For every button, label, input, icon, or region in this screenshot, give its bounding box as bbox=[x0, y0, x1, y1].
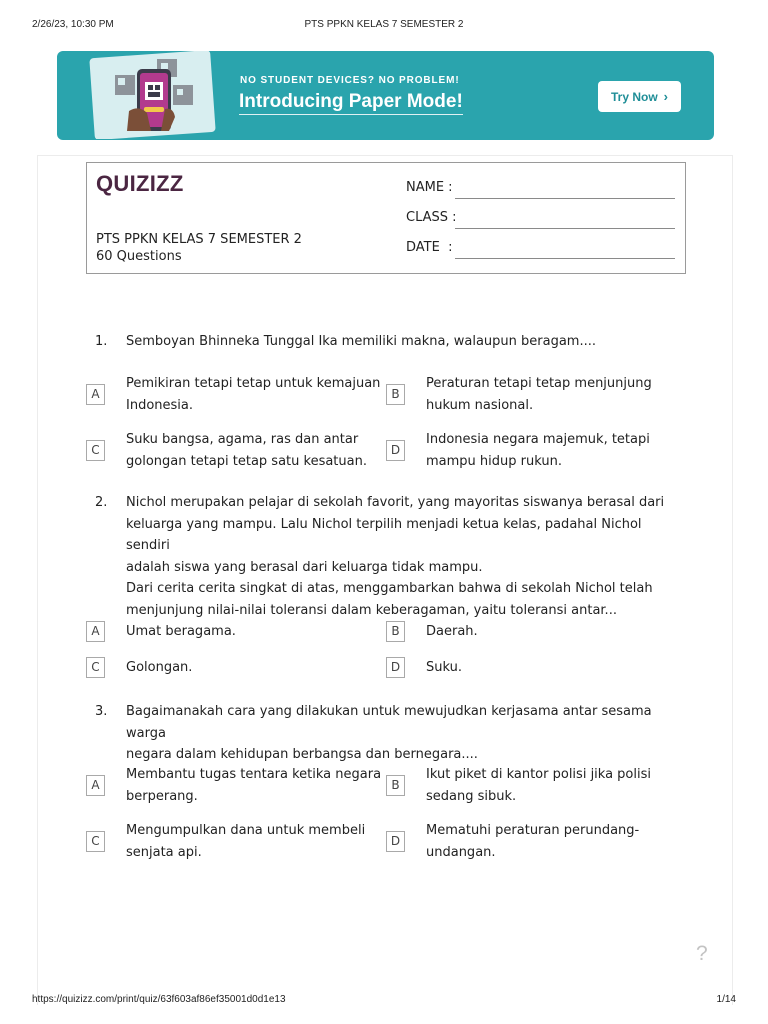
date-field-label: DATE : bbox=[406, 240, 453, 255]
option-text bbox=[126, 657, 384, 679]
question-count: 60 Questions bbox=[96, 249, 182, 264]
quiz-info-box bbox=[86, 162, 686, 274]
option-letter-box: B bbox=[386, 621, 405, 642]
try-now-button[interactable] bbox=[598, 81, 681, 112]
banner-kicker: NO STUDENT DEVICES? NO PROBLEM! bbox=[240, 75, 460, 86]
option-line: Indonesia. bbox=[126, 397, 193, 413]
quizizz-logo: QUIZIZZ bbox=[96, 171, 184, 196]
option-text bbox=[426, 429, 684, 472]
option-letter-box: A bbox=[86, 384, 105, 405]
class-field-label: CLASS : bbox=[406, 210, 457, 225]
question-number: 1. bbox=[95, 334, 108, 349]
option-line: Membantu tugas tentara ketika negara bbox=[126, 767, 382, 782]
option-line: Suku bangsa, agama, ras dan antar bbox=[126, 432, 359, 447]
option-text bbox=[426, 820, 684, 863]
print-document-title: PTS PPKN KELAS 7 SEMESTER 2 bbox=[304, 19, 464, 30]
print-header bbox=[0, 19, 768, 33]
option-line: Indonesia negara majemuk, tetapi bbox=[426, 432, 650, 447]
option-text bbox=[126, 429, 384, 472]
option-line: Suku. bbox=[426, 660, 462, 675]
question-line: Dari cerita cerita singkat di atas, menggambarkan bahwa di sekolah Nichol telah bbox=[126, 581, 653, 596]
question-1 bbox=[95, 331, 685, 353]
option-line: Peraturan tetapi tetap menjunjung bbox=[426, 376, 652, 391]
question-number: 3. bbox=[95, 704, 108, 719]
option-line: Mengumpulkan dana untuk membeli bbox=[126, 823, 366, 838]
phone-qr-illustration-icon bbox=[89, 51, 217, 139]
option-line: hukum nasional. bbox=[426, 397, 534, 413]
option-line: Ikut piket di kantor polisi jika polisi bbox=[426, 767, 651, 782]
name-field-label: NAME : bbox=[406, 180, 453, 195]
question-line: menjunjung nilai-nilai toleransi dalam keberagaman, yaitu toleransi antar... bbox=[126, 602, 617, 618]
question-line: Nichol merupakan pelajar di sekolah favorit, yang mayoritas siswanya berasal dari bbox=[126, 495, 665, 510]
option-letter-box: A bbox=[86, 775, 105, 796]
option-line: Daerah. bbox=[426, 624, 478, 639]
question-text bbox=[126, 492, 686, 621]
option-letter-box: C bbox=[86, 440, 105, 461]
option-text bbox=[126, 373, 384, 416]
question-text bbox=[126, 331, 686, 353]
quiz-title: PTS PPKN KELAS 7 SEMESTER 2 bbox=[96, 232, 302, 247]
option-letter-box: B bbox=[386, 384, 405, 405]
option-line: golongan tetapi tetap satu kesatuan. bbox=[126, 453, 367, 469]
name-field-line bbox=[455, 198, 675, 199]
try-now-label: Try Now bbox=[610, 89, 658, 104]
option-line: Mematuhi peraturan perundang- bbox=[426, 823, 640, 838]
question-line: Semboyan Bhinneka Tunggal Ika memiliki makna, walaupun beragam.... bbox=[126, 334, 596, 349]
option-letter-box: C bbox=[86, 657, 105, 678]
print-timestamp: 2/26/23, 10:30 PM bbox=[32, 19, 114, 30]
option-line: mampu hidup rukun. bbox=[426, 453, 562, 469]
question-text bbox=[126, 701, 686, 766]
option-line: Pemikiran tetapi tetap untuk kemajuan bbox=[126, 376, 381, 391]
option-text bbox=[126, 820, 384, 863]
option-text bbox=[426, 657, 684, 679]
option-text bbox=[126, 621, 384, 643]
class-field-line bbox=[455, 228, 675, 229]
chevron-right-icon: › bbox=[663, 89, 669, 104]
option-line: Golongan. bbox=[126, 660, 193, 675]
question-line: negara dalam kehidupan berbangsa dan bernegara.... bbox=[126, 747, 478, 762]
question-3 bbox=[95, 701, 685, 762]
question-line: Bagaimanakah cara yang dilakukan untuk mewujudkan kerjasama antar sesama warga bbox=[126, 704, 652, 741]
page-indicator: 1/14 bbox=[716, 994, 736, 1005]
question-2 bbox=[95, 492, 685, 618]
option-line: senjata api. bbox=[126, 844, 202, 860]
option-letter-box: D bbox=[386, 831, 405, 852]
option-line: berperang. bbox=[126, 788, 198, 804]
banner-title: Introducing Paper Mode! bbox=[239, 91, 463, 115]
help-icon[interactable]: ? bbox=[696, 942, 708, 965]
option-letter-box: B bbox=[386, 775, 405, 796]
option-line: Umat beragama. bbox=[126, 624, 236, 639]
option-letter-box: C bbox=[86, 831, 105, 852]
option-line: undangan. bbox=[426, 844, 496, 860]
option-letter-box: A bbox=[86, 621, 105, 642]
question-number: 2. bbox=[95, 495, 108, 510]
print-url: https://quizizz.com/print/quiz/63f603af86ef35001d0d1e13 bbox=[32, 994, 286, 1005]
print-footer bbox=[0, 994, 768, 1008]
question-line: adalah siswa yang berasal dari keluarga tidak mampu. bbox=[126, 559, 483, 575]
option-line: sedang sibuk. bbox=[426, 788, 517, 804]
option-letter-box: D bbox=[386, 440, 405, 461]
option-text bbox=[426, 764, 684, 807]
date-field-line bbox=[455, 258, 675, 259]
option-text bbox=[426, 621, 684, 643]
paper-mode-banner bbox=[57, 51, 714, 140]
option-text bbox=[426, 373, 684, 416]
option-letter-box: D bbox=[386, 657, 405, 678]
option-text bbox=[126, 764, 384, 807]
question-line: keluarga yang mampu. Lalu Nichol terpilih menjadi ketua kelas, padahal Nichol sendiri bbox=[126, 516, 642, 553]
